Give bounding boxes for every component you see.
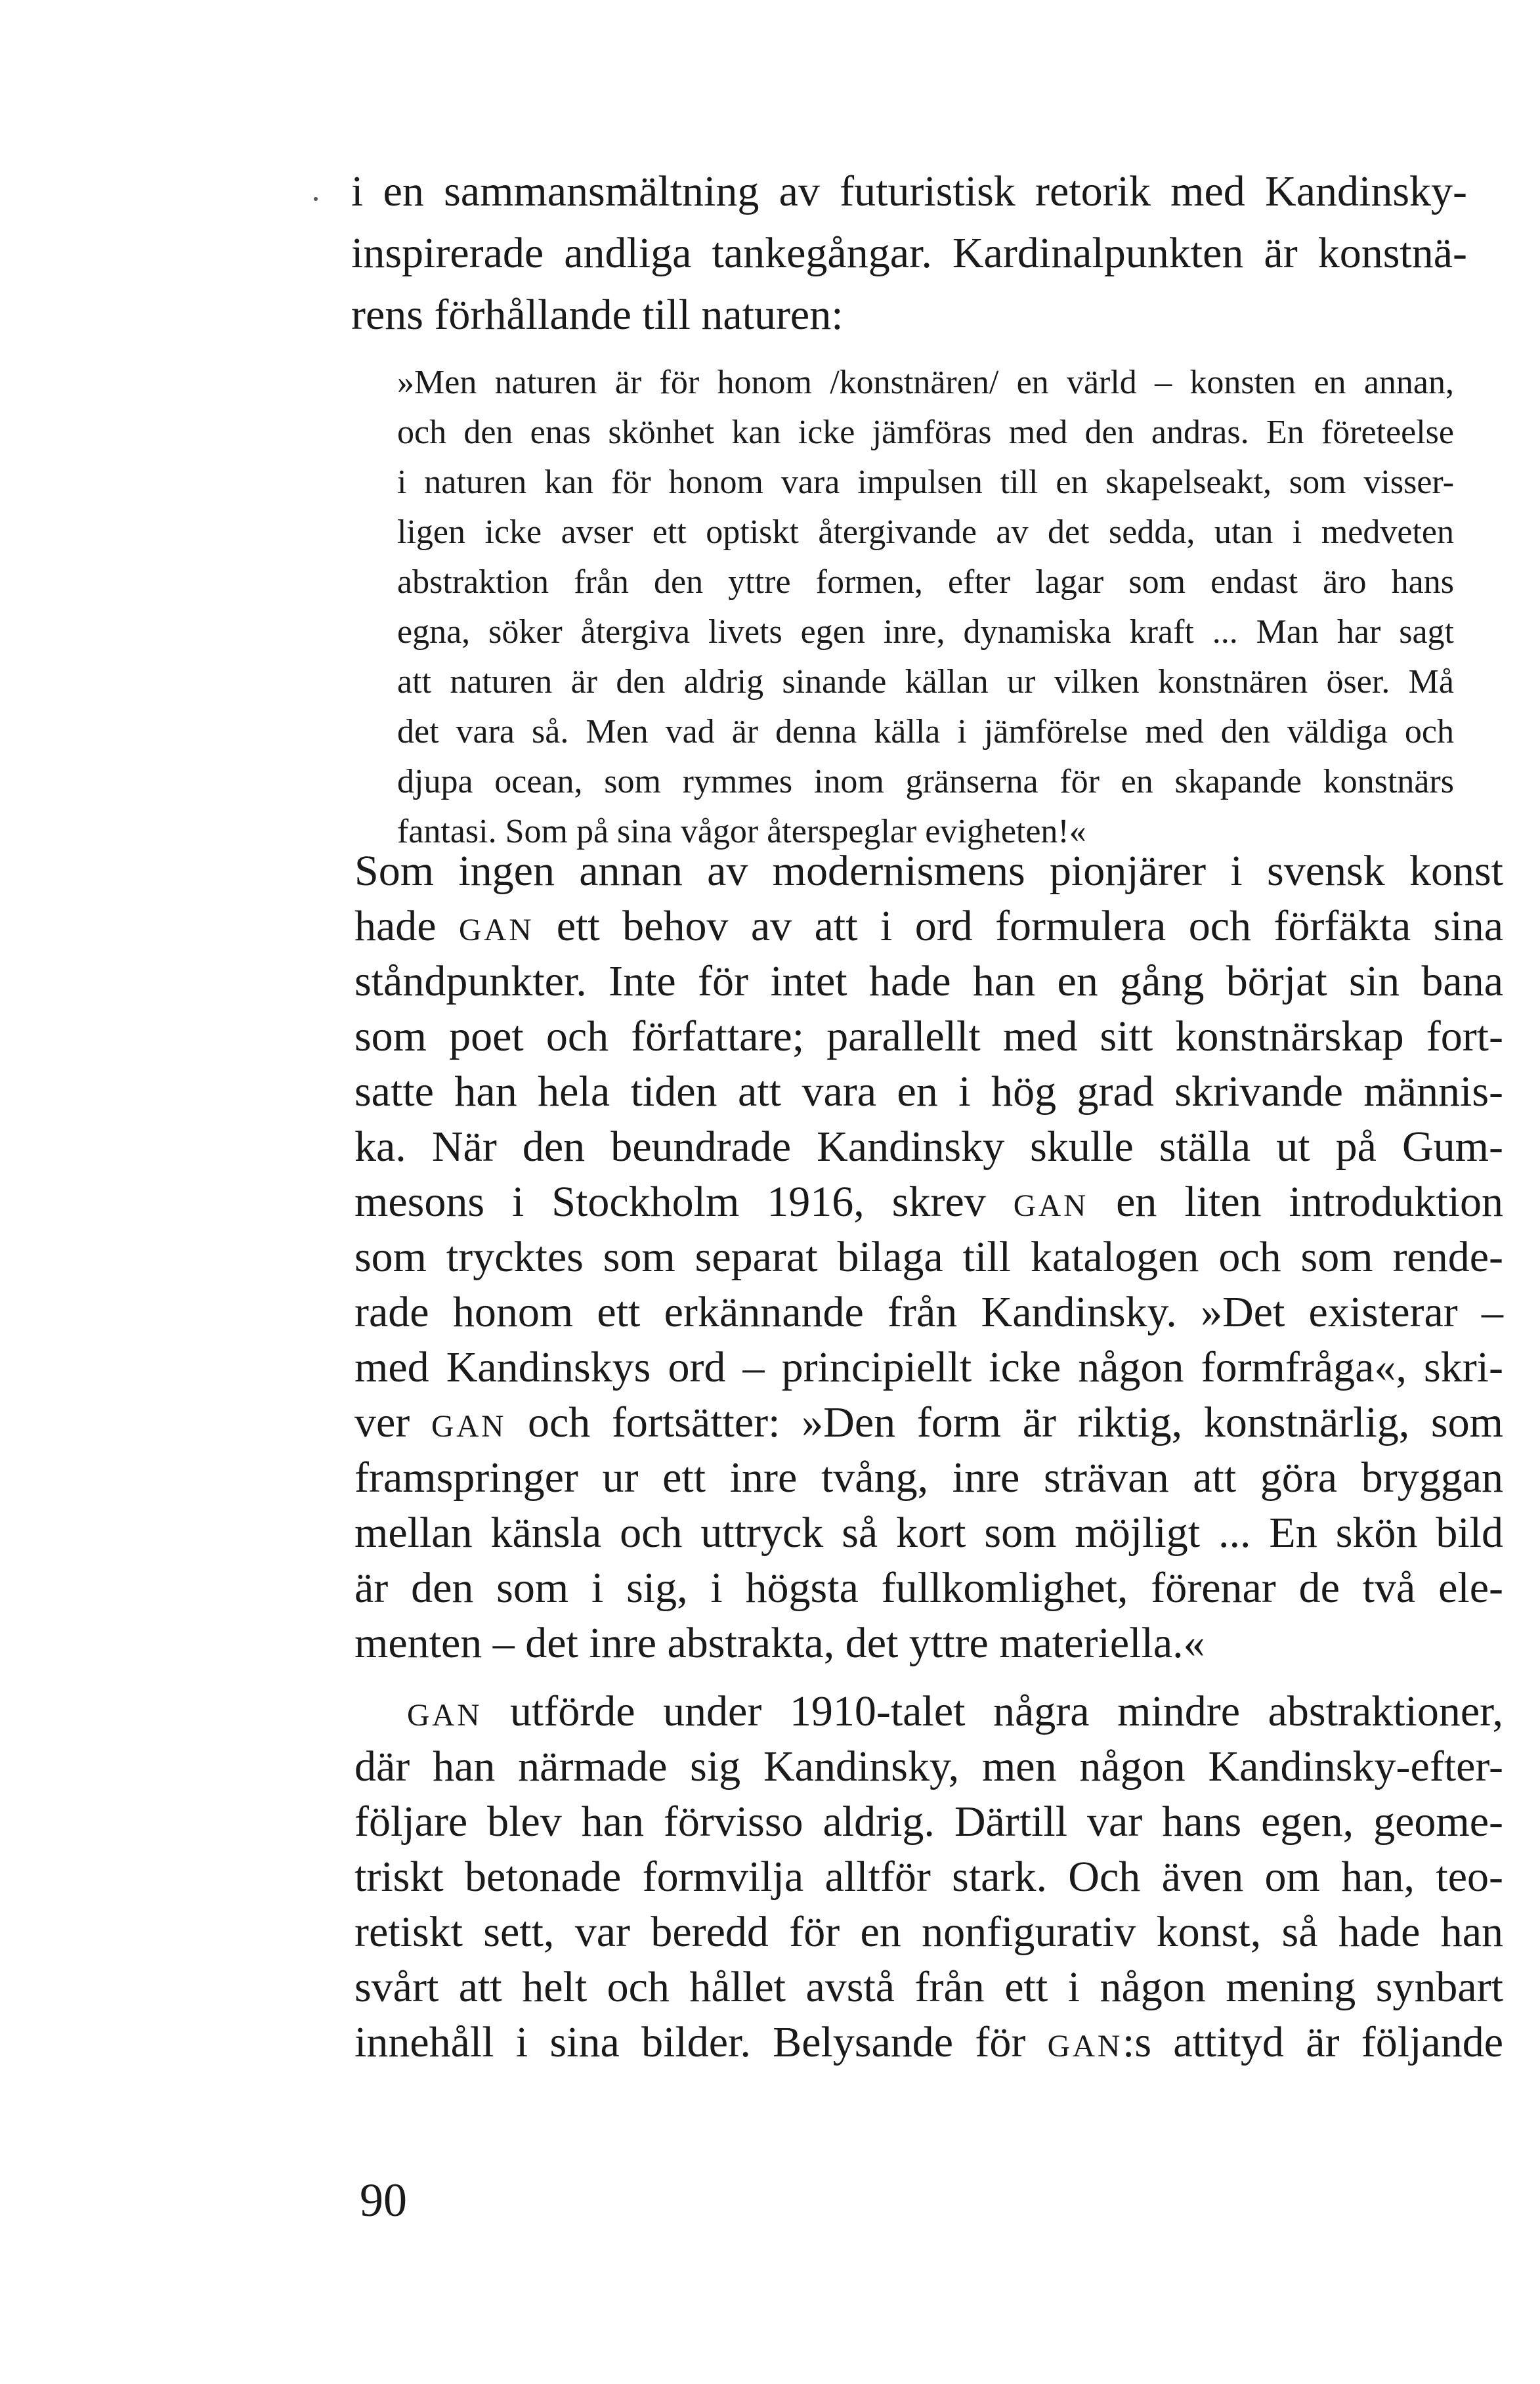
body-line: menten – det inre abstrakta, det yttre materiella.«	[354, 1619, 1205, 1667]
body-line: satte han hela tiden att vara en i hög grad skrivande männis-	[354, 1068, 1503, 1116]
body-line: mesons i Stockholm 1916, skrev GAN en liten introduktion	[354, 1178, 1503, 1226]
intro-line: inspirerade andliga tankegångar. Kardinalpunkten är konstnä-	[351, 229, 1467, 277]
margin-mark	[314, 197, 318, 201]
quote-line: i naturen kan för honom vara impulsen till en skapelseakt, som visser-	[397, 464, 1454, 501]
body-line: innehåll i sina bilder. Belysande för GAN:s attityd är följande	[354, 2018, 1503, 2066]
abbreviation-gan: GAN	[459, 913, 534, 947]
quote-line: abstraktion från den yttre formen, efter lagar som endast äro hans	[397, 563, 1454, 601]
abbreviation-gan: GAN	[407, 1699, 482, 1733]
body-line: framspringer ur ett inre tvång, inre strävan att göra bryggan	[354, 1454, 1503, 1502]
body-line: triskt betonade formvilja alltför stark. Och även om han, teo-	[354, 1853, 1503, 1901]
body-line: rade honom ett erkännande från Kandinsky. »Det existerar –	[354, 1288, 1503, 1336]
body-line: ståndpunkter. Inte för intet hade han en gång börjat sin bana	[354, 957, 1503, 1005]
quote-line: det vara så. Men vad är denna källa i jämförelse med den väldiga och	[397, 713, 1454, 750]
body-line: som trycktes som separat bilaga till katalogen och som rende-	[354, 1233, 1503, 1281]
body-line: ka. När den beundrade Kandinsky skulle ställa ut på Gum-	[354, 1123, 1503, 1171]
body-line: retiskt sett, var beredd för en nonfigurativ konst, så hade han	[354, 1908, 1503, 1956]
body-line: med Kandinskys ord – principiellt icke någon formfråga«, skri-	[354, 1343, 1503, 1391]
quote-line: egna, söker återgiva livets egen inre, dynamiska kraft ... Man har sagt	[397, 613, 1454, 651]
body-line: ver GAN och fortsätter: »Den form är riktig, konstnärlig, som	[354, 1398, 1503, 1446]
body-line: som poet och författare; parallellt med sitt konstnärskap fort-	[354, 1012, 1503, 1060]
intro-line: i en sammansmältning av futuristisk retorik med Kandinsky-	[351, 167, 1467, 215]
quote-line: att naturen är den aldrig sinande källan ur vilken konstnären öser. Må	[397, 663, 1454, 701]
body-line: Som ingen annan av modernismens pionjärer i svensk konst	[354, 847, 1503, 895]
abbreviation-gan: GAN	[1047, 2029, 1123, 2064]
quote-line: djupa ocean, som rymmes inom gränserna för en skapande konstnärs	[397, 763, 1454, 800]
body-line: GAN utförde under 1910-talet några mindre abstraktioner,	[407, 1687, 1503, 1735]
body-line: mellan känsla och uttryck så kort som möjligt ... En skön bild	[354, 1509, 1503, 1557]
intro-line: rens förhållande till naturen:	[351, 291, 844, 339]
abbreviation-gan: GAN	[431, 1410, 507, 1444]
page-number: 90	[360, 2174, 407, 2226]
quote-line: fantasi. Som på sina vågor återspeglar evigheten!«	[397, 813, 1086, 850]
quote-line: ligen icke avser ett optiskt återgivande av det sedda, utan i medveten	[397, 513, 1454, 551]
quote-line: och den enas skönhet kan icke jämföras med den andras. En företeelse	[397, 414, 1454, 451]
quote-line: »Men naturen är för honom /konstnären/ en värld – konsten en annan,	[397, 364, 1454, 401]
body-line: är den som i sig, i högsta fullkomlighet, förenar de två ele-	[354, 1564, 1503, 1612]
body-line: följare blev han förvisso aldrig. Därtill var hans egen, geome-	[354, 1798, 1503, 1846]
abbreviation-gan: GAN	[1013, 1189, 1089, 1223]
body-line: hade GAN ett behov av att i ord formulera och förfäkta sina	[354, 902, 1503, 950]
body-line: svårt att helt och hållet avstå från ett i någon mening synbart	[354, 1963, 1503, 2011]
body-line: där han närmade sig Kandinsky, men någon Kandinsky-efter-	[354, 1743, 1503, 1790]
